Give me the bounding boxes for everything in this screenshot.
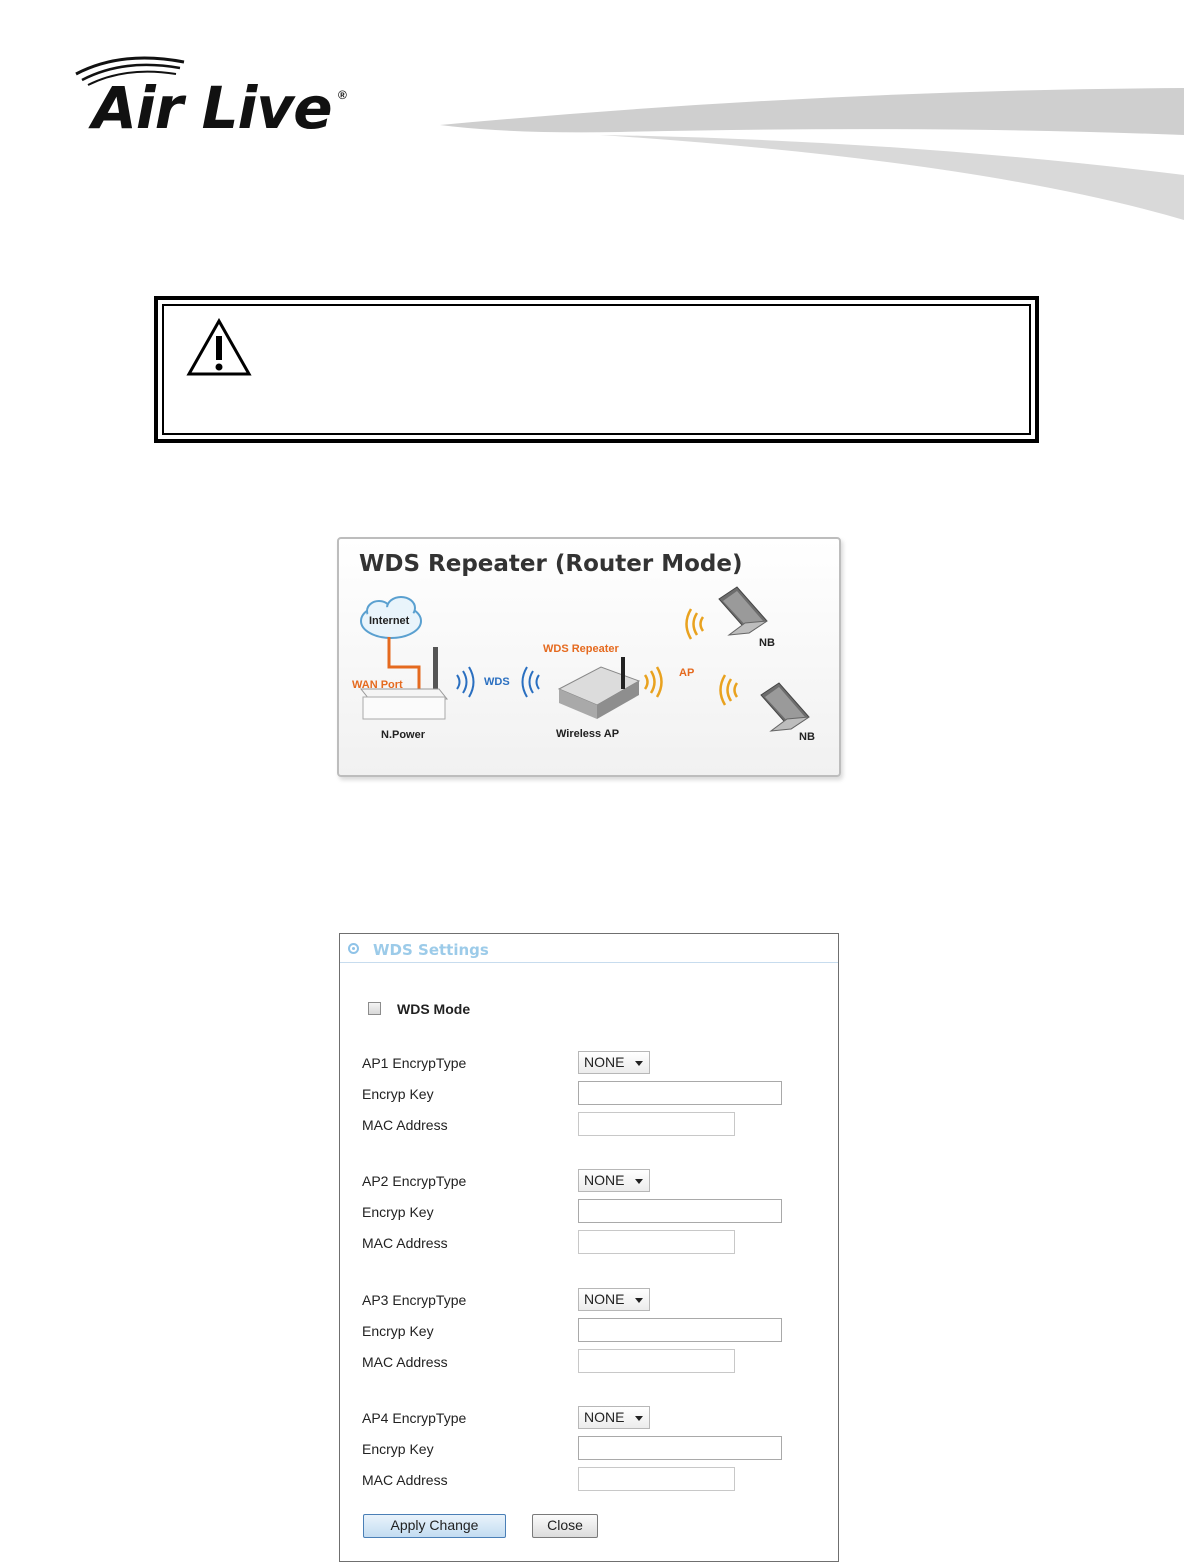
ap2-encryptype-label: AP2 EncrypType — [362, 1173, 467, 1189]
wds-mode-checkbox[interactable] — [368, 1002, 381, 1015]
ap2-mac-address-input[interactable] — [578, 1230, 735, 1254]
ap1-encryptype-select[interactable] — [578, 1051, 650, 1074]
diagram-title: WDS Repeater (Router Mode) — [359, 551, 743, 577]
dropdown-arrow-icon — [635, 1298, 643, 1303]
label-wds: WDS — [484, 676, 510, 688]
ap3-mac-address-label: MAC Address — [362, 1354, 448, 1370]
ap3-encryptype-value: NONE — [584, 1291, 625, 1307]
ap4-encryptype-select[interactable] — [578, 1406, 650, 1429]
dropdown-arrow-icon — [635, 1416, 643, 1421]
label-nb-1: NB — [759, 637, 775, 649]
panel-title: WDS Settings — [373, 941, 489, 959]
settings-bullet-icon — [348, 943, 359, 954]
logo-registered-mark: ® — [338, 88, 347, 102]
panel-header — [340, 934, 838, 963]
ap4-mac-address-input[interactable] — [578, 1467, 735, 1491]
label-internet: Internet — [369, 615, 410, 627]
label-ap: AP — [679, 667, 695, 679]
wds-repeater-diagram — [337, 537, 841, 777]
close-button[interactable]: Close — [532, 1514, 598, 1538]
ap1-mac-address-input[interactable] — [578, 1112, 735, 1136]
ap1-encryp-key-input[interactable] — [578, 1081, 782, 1105]
airlive-logo — [72, 52, 362, 142]
laptop-icon — [719, 587, 767, 635]
warning-box — [154, 296, 1039, 443]
laptop-icon — [761, 683, 809, 731]
ap2-encryp-key-input[interactable] — [578, 1199, 782, 1223]
apply-change-button[interactable]: Apply Change — [363, 1514, 506, 1538]
label-wan-port: WAN Port — [352, 679, 403, 691]
wireless-wave-icon — [645, 667, 662, 697]
dropdown-arrow-icon — [635, 1061, 643, 1066]
ap4-encryp-key-input[interactable] — [578, 1436, 782, 1460]
ap1-mac-address-label: MAC Address — [362, 1117, 448, 1133]
ap4-encryptype-value: NONE — [584, 1409, 625, 1425]
label-wds-repeater: WDS Repeater — [543, 643, 619, 655]
wireless-wave-icon — [523, 667, 540, 697]
header-swoosh-graphic — [420, 80, 1184, 230]
label-npower: N.Power — [381, 729, 426, 741]
ap3-encryptype-label: AP3 EncrypType — [362, 1292, 467, 1308]
wireless-wave-icon — [687, 609, 704, 639]
wireless-ap-icon — [559, 657, 639, 719]
logo-text: Air Live — [92, 74, 332, 142]
ap3-encryp-key-input[interactable] — [578, 1318, 782, 1342]
ap1-encryptype-value: NONE — [584, 1054, 625, 1070]
ap4-encryp-key-label: Encryp Key — [362, 1441, 434, 1457]
dropdown-arrow-icon — [635, 1179, 643, 1184]
ap2-encryptype-value: NONE — [584, 1172, 625, 1188]
ap4-encryptype-label: AP4 EncrypType — [362, 1410, 467, 1426]
ap1-encryp-key-label: Encryp Key — [362, 1086, 434, 1102]
warning-triangle-icon — [186, 318, 252, 378]
ap2-mac-address-label: MAC Address — [362, 1235, 448, 1251]
label-nb-2: NB — [799, 731, 815, 743]
wireless-wave-icon — [457, 667, 474, 697]
ap1-encryptype-label: AP1 EncrypType — [362, 1055, 467, 1071]
ap3-encryp-key-label: Encryp Key — [362, 1323, 434, 1339]
warning-box-inner — [162, 304, 1031, 435]
ap3-mac-address-input[interactable] — [578, 1349, 735, 1373]
wds-mode-label: WDS Mode — [397, 1001, 471, 1017]
label-wireless-ap: Wireless AP — [556, 728, 620, 740]
ap2-encryptype-select[interactable] — [578, 1169, 650, 1192]
ap3-encryptype-select[interactable] — [578, 1288, 650, 1311]
ap2-encryp-key-label: Encryp Key — [362, 1204, 434, 1220]
ap4-mac-address-label: MAC Address — [362, 1472, 448, 1488]
wds-settings-panel — [339, 933, 839, 1562]
wireless-wave-icon — [721, 675, 738, 705]
